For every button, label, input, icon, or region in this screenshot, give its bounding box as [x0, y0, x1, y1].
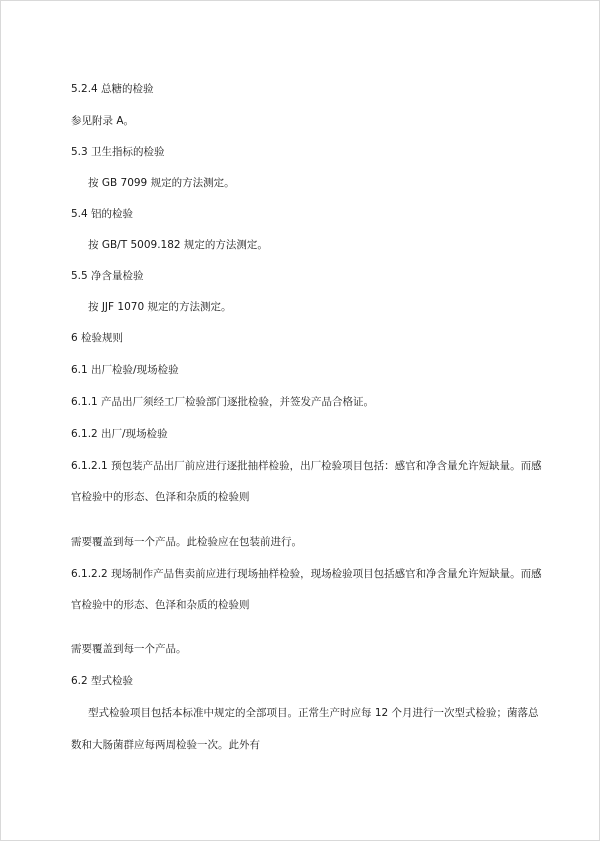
paragraph: 按 JJF 1070 规定的方法测定。	[88, 301, 232, 313]
paragraph-continued: 需要覆盖到每一个产品。此检验应在包装前进行。	[71, 536, 302, 548]
paragraph: 参见附录 A。	[71, 115, 135, 127]
paragraph-6-1-1: 6.1.1 产品出厂须经工厂检验部门逐批检验，并签发产品合格证。	[71, 396, 375, 408]
paragraph-6-1-2-1: 6.1.2.1 预包装产品出厂前应进行逐批抽样检验，出厂检验项目包括：感官和净含量允许短缺量。而感	[71, 460, 542, 472]
heading-5-5: 5.5 净含量检验	[71, 270, 144, 282]
paragraph: 按 GB 7099 规定的方法测定。	[88, 177, 235, 189]
paragraph-continued: 官检验中的形态、色泽和杂质的检验则	[71, 491, 250, 503]
paragraph-continued: 数和大肠菌群应每两周检验一次。此外有	[71, 739, 260, 751]
heading-5-2-4: 5.2.4 总糖的检验	[71, 83, 154, 95]
paragraph-continued: 需要覆盖到每一个产品。	[71, 643, 187, 655]
heading-6-1: 6.1 出厂检验/现场检验	[71, 364, 179, 376]
paragraph: 按 GB/T 5009.182 规定的方法测定。	[88, 239, 268, 251]
paragraph-6-2: 型式检验项目包括本标准中规定的全部项目。正常生产时应每 12 个月进行一次型式检验；菌落总	[88, 707, 539, 719]
heading-5-4: 5.4 铝的检验	[71, 208, 134, 220]
heading-6-2: 6.2 型式检验	[71, 675, 134, 687]
heading-6-1-2: 6.1.2 出厂/现场检验	[71, 428, 168, 440]
heading-5-3: 5.3 卫生指标的检验	[71, 146, 165, 158]
paragraph-continued: 官检验中的形态、色泽和杂质的检验则	[71, 599, 250, 611]
heading-6: 6 检验规则	[71, 332, 124, 344]
paragraph-6-1-2-2: 6.1.2.2 现场制作产品售卖前应进行现场抽样检验，现场检验项目包括感官和净含量允许短缺量。而感	[71, 568, 542, 580]
